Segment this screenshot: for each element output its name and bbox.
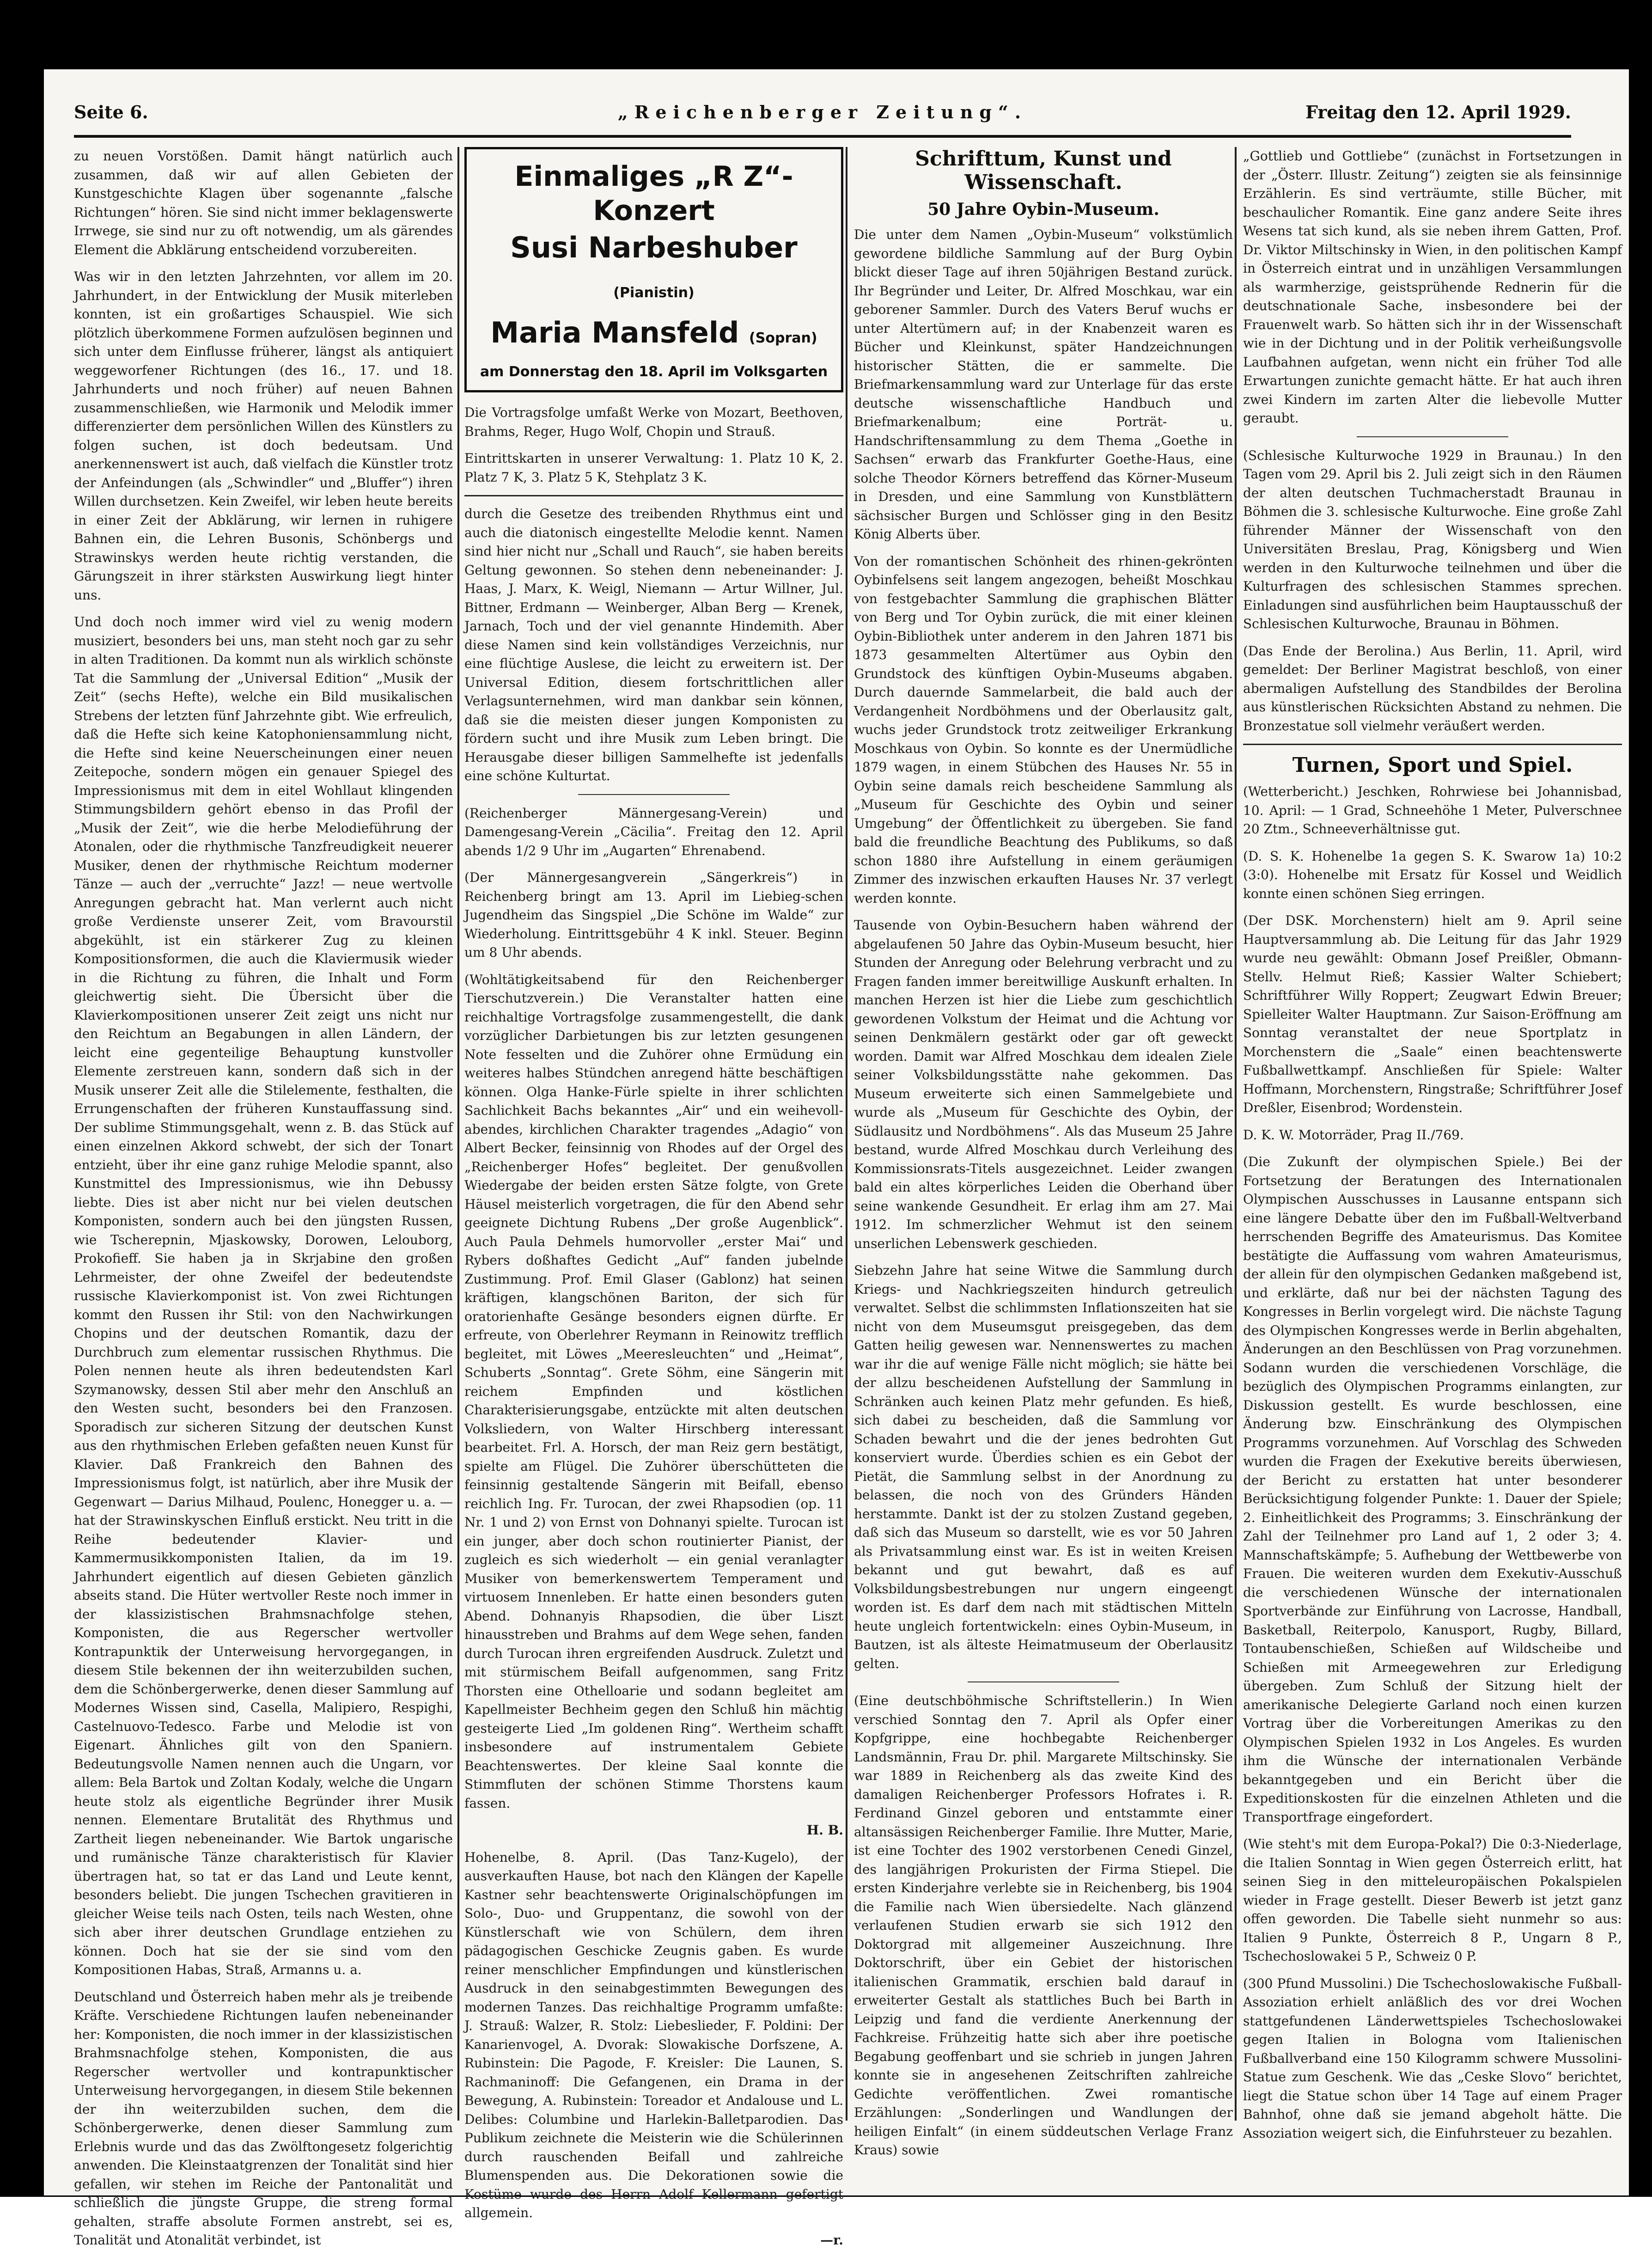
page-number: Seite 6. (74, 102, 148, 122)
article-paragraph: zu neuen Vorstößen. Damit hängt natürlich auch zusammen, daß wir auf allen Gebieten der Kunstgeschichte Klagen über sogenannte „falsche Richtungen“ hören. Sie sind nicht immer beklagenswerte Irrwege, sie sind nur zu oft notwendig, um als gärendes Element die Abklärung entscheidend vorzubereiten. (74, 148, 453, 257)
article-paragraph: Was wir in den letzten Jahrzehnten, vor allem im 20. Jahrhundert, in der Entwicklung der Musik miterleben konnten, ist ein großartiges Schauspiel. Wie sich plötzlich überkommene Formen aufzulösen beginnen und sich unter dem Einflusse früherer, längst als antiquiert weggeworfener Richtungen (des 16., 17. und 18. Jahrhunderts und noch früher) auf neuen Bahnen zusammenschließen, wie Harmonik und Melodik immer differenzierter dem persönlichen Willen des Künstlers zu folgen suchen, ist doch bedeutsam. Und anerkennenswert ist auch, daß vielfach die Künstler trotz der Anfeindungen (als „Schwindler“ und „Bluffer“) ihren Willen durchsetzen. Kein Zweifel, wir leben heute bereits in einer Zeit der Abklärung, wir lernen in ruhigere Bahnen ein, die Lehren Busonis, Schönbergs und Strawinskys werden heute richtig verstanden, die Gärungszeit in ihrer stärksten Auswirkung liegt hinter uns. (74, 269, 453, 603)
ad-date: am Donnerstag den 18. April im Volksgarten (480, 364, 828, 380)
separator (968, 1681, 1119, 1682)
article-paragraph: Die unter dem Namen „Oybin-Museum“ volkstümlich gewordene bildliche Sammlung auf der Burg Oybin blickt dieser Tage auf ihren 50jährigen Bestand zurück. Ihr Begründer und Leiter, Dr. Alfred Moschkau, war ein geborener Sammler. Durch des Vaters Beruf wuchs er unter Altertümern auf; in der Knabenzeit waren es Bücher und Kleinkunst, später Handzeichnungen historischer Stätten, die er sammelte. Die Briefmarkensammlung ward zur Unterlage für das erste deutsche wissenschaftliche Handbuch und Briefmarkenalbum; eine Porträt- u. Handschriftensammlung zu dem Thema „Goethe in Sachsen“ erwarb das Frankfurter Goethe-Haus, eine solche Theodor Körners betreffend das Körner-Museum in Dresden, und eine Sammlung von Kunstblättern sächsischer Burgen und Schlösser ging in den Besitz König Alberts über. (854, 227, 1233, 542)
article-paragraph: Tausende von Oybin-Besuchern haben während der abgelaufenen 50 Jahre das Oybin-Museum besucht, hier Stunden der Anregung oder Belehrung verbracht und zu Fragen fanden immer bereitwillige Auskunft erhalten. In manchen Herzen ist hier die Liebe zum geschichtlich gewordenen Volkstum der Heimat und die Achtung vor seinen Denkmälern gestärkt oder gar oft geweckt worden. Damit war Alfred Moschkau dem idealen Ziele seiner Volksbildungsstätte nahe gekommen. Das Museum erweiterte sich einen Sammelgebiete und wurde als „Museum für Geschichte des Oybin, der Südlausitz und Nordböhmens“. Als das Museum 25 Jahre bestand, wurde Alfred Moschkau durch Verleihung des Kommissionsrats-Titels ausgezeichnet. Leider zwangen bald ein altes körperliches Leiden die Oberhand über seine wankende Gesundheit. Er erlag ihm am 27. Mai 1912. Im schmerzlicher Wehmut ist den seinem unserlichen Lebenswerk geschieden. (854, 917, 1233, 1251)
issue-date: Freitag den 12. April 1929. (1305, 102, 1571, 122)
column-divider (846, 147, 847, 2121)
column-divider (457, 147, 459, 2121)
article-paragraph: Eintrittskarten in unserer Verwaltung: 1. Platz 10 K, 2. Platz 7 K, 3. Platz 5 K, Stehplatz 3 K. (464, 451, 843, 485)
news-item: (Schlesische Kulturwoche 1929 in Braunau.) In den Tagen vom 29. April bis 2. Juli zeigt sich in den Räumen der alten deutschen Tuchmacherstadt Braunau in Böhmen die 3. schlesische Kulturwoche. Eine große Zahl führender Männer der Wissenschaft von den Universitäten Breslau, Prag, Königsberg und Wien werden in den Kulturwoche teilnehmen und über die Kulturfragen des schlesischen Stammes sprechen. Einladungen sind ausführlichen beim Hauptausschuß der Schlesischen Kulturwoche, Braunau in Böhmen. (1243, 447, 1622, 631)
ad-performer-1: Susi Narbeshuber (Pianistin) (510, 231, 798, 301)
article-paragraph: Siebzehn Jahre hat seine Witwe die Sammlung durch Kriegs- und Nachkriegszeiten hindurch getreulich verwaltet. Selbst die schlimmsten Inflationszeiten hat sie nicht von dem Museumsgut preisgegeben, das dem Gatten heilig gewesen war. Nennenswertes zu machen war ihr die auf wenige Fälle nicht möglich; sie hätte bei der allzu bescheidenen Aufstellung der Sammlung in Schränken auch keinen Platz mehr gefunden. Es hieß, sich dabei zu bescheiden, daß die Sammlung vor Schaden bewahrt und die der jenes bedrohten Gut konserviert wurde. Überdies schien es ein Gebot der Pietät, die Sammlung selbst in der Anordnung zu belassen, die noch von des Gründers Händen herstammte. Dankt ist der zu stolzen Zustand gegeben, daß sich das Museum so darstellt, wie es vor 50 Jahren als Privatsammlung einst war. Es ist in weiten Kreisen bekannt und gut bewahrt, daß es auf Volksbildungsbestrebungen nur ungern eingeengt worden ist. Es darf dem nach mit städtischen Mitteln heute ungleich fortentwickeln: eines Oybin-Museum, in Bautzen, ist als älteste Heimatmuseum der Oberlausitz gelten. (854, 1263, 1233, 1671)
news-item: (Das Ende der Berolina.) Aus Berlin, 11. April, wird gemeldet: Der Berliner Magistrat beschloß, von einer abermaligen Aufstellung des Standbildes der Berolina aus künstlerischen Rücksichten Abstand zu nehmen. Die Bronzestatue soll vielmehr veräußert werden. (1243, 643, 1622, 734)
ad-performer-2: Maria Mansfeld (Sopran) (490, 316, 817, 349)
news-item: D. K. W. Motorräder, Prag II./769. (1243, 1127, 1464, 1143)
news-item: (Der DSK. Morchenstern) hielt am 9. April seine Hauptversammlung ab. Die Leitung für das Jahr 1929 wurde neu gewählt: Obmann Josef Preißler, Obmann-Stellv. Helmut Rieß; Kassier Walter Schiebert; Schriftführer Willy Roppert; Zeugwart Edwin Breuer; Spielleiter Walter Hauptmann. Zur Saison-Eröffnung am Sonntag veranstaltet der neue Sportplatz in Morchenstern die „Saale“ einen beachtenswerte Fußballwettkampf. Anschließen für Spiele: Walter Hoffmann, Morchenstern, Ringstraße; Schriftführer Josef Dreßler, Eisenbrod; Wordenstein. (1243, 913, 1622, 1115)
ad-headline: Einmaliges „R Z“-Konzert (514, 160, 793, 227)
article-paragraph: durch die Gesetze des treibenden Rhythmus eint und auch die diatonisch eingestellte Melodie kennt. Namen sind hier nicht nur „Schall und Rauch“, sie haben bereits Geltung gewonnen. So stehen denn nebeneinander: J. Haas, J. Marx, K. Weigl, Niemann — Artur Willner, Jul. Bittner, Erdmann — Weinberger, Alban Berg — Krenek, Jarnach, Toch und der viel genannte Hindemith. Aber diese Namen sind kein vollständiges Verzeichnis, nur eine flüchtige Auslese, die leicht zu erweitern ist. Der Universal Edition, diesem fortschrittlichen aller Verlagsunternehmen, wird man dankbar sein können, daß sie die meisten dieser jungen Komponisten zu fördern sucht und ihre Musik zum Leben bringt. Die Herausgabe dieser billigen Sammelhefte ist jedenfalls eine schöne Kulturtat. (464, 506, 843, 783)
article-paragraph: Von der romantischen Schönheit des rhinen-gekrönten Oybinfelsens seit langem angezogen, beheißt Moschkau von festgebachter Sammlung die graphischen Blätter von Berg und Tor Oybin zurück, die mit einer kleinen Oybin-Bibliothek unter anderem in den Jahren 1871 bis 1873 gesammelten Altertümer aus Oybin den Grundstock des künftigen Oybin-Museums abgaben. Durch dauernde Sammelarbeit, die bald auch der Verdangenheit Nordböhmens und der Oberlausitz galt, wuchs jeder Grundstock trotz zeitweiliger Erkrankung Moschkaus von Oybin. So konnte es der Unermüdliche 1879 wagen, in einem Stübchen des Hauses Nr. 55 in Oybin seine damals reich bescheidene Sammlung als „Museum für Geschichte des Oybin und seiner Umgebung“ der Öffentlichkeit zu übergeben. Sie fand bald die freundliche Beachtung des Publikums, so daß schon 1880 ihre Aufstellung in einem geräumigen Zimmer des inzwischen erkauften Hauses Nr. 37 verlegt werden konnte. (854, 553, 1233, 906)
news-item: Hohenelbe, 8. April. (Das Tanz-Kugelo), der ausverkauften Hause, bot nach den Klängen der Kapelle Kastner sehr beachtenswerte Originalschöpfungen im Solo-, Duo- und Gruppentanz, die sowohl von der Künstlerschaft wie von Schülern, dem ihren pädagogischen Geschicke Zeugnis gaben. Es wurde reiner menschlicher Empfindungen und künstlerischen Ausdruck in den seinabgestimmten Bewegungen des modernen Tanzes. Das reichhaltige Programm umfaßte: J. Strauß: Walzer, R. Stolz: Liebeslieder, F. Poldini: Der Kanarienvogel, A. Dvorak: Slowakische Dorfszene, A. Rubinstein: Die Pagode, F. Kreisler: Die Launen, S. Rachmaninoff: Die Gefangenen, ein Drama in der Bewegung, A. Rubinstein: Toreador et Andalouse und L. Delibes: Columbine und Harlekin-Balletparodien. Das Publikum zeichnete die Meisterin wie die Schülerinnen durch rauschenden Beifall und zahlreiche Blumenspenden aus. Die Dekorationen sowie die Kostüme wurde des Herrn Adolf Kellermann gefertigt allgemein. (464, 1849, 843, 2220)
page-header (74, 102, 1571, 134)
article-paragraph: „Gottlieb und Gottliebe“ (zunächst in Fortsetzungen in der „Österr. Illustr. Zeitung“) zeigten sie als feinsinnige Erzählerin. Es sind verträumte, stille Bücher, mit beschaulicher Romantik. Eine ganz andere Seite ihres Wesens tat sich kund, als sie neben ihrem Gatten, Prof. Dr. Viktor Miltschinsky in Wien, in den politischen Kampf in Österreich eintrat und in unzähligen Versammlungen als warmherzige, geistsprühende Rednerin für die deutschnationale Sache, insbesondere bei der Frauenwelt warb. So hätten sich ihr in der Wissenschaft wie in der Dichtung und in der Politik verheißungsvolle Laufbahnen aufgetan, wenn nicht ein früher Tod alle Erwartungen zunichte gemacht hätte. Er hat auch ihren zwei Kindern im zarten Alter die liebevolle Mutter geraubt. (1243, 148, 1622, 426)
section-rule (1243, 744, 1622, 745)
column-4 (1243, 147, 1622, 2141)
column-2 (464, 147, 843, 2248)
separator (578, 794, 730, 795)
section-title: Schrifttum, Kunst und Wissenschaft. (915, 147, 1172, 194)
news-item: (Reichenberger Männergesang-Verein) und Damengesang-Verein „Cäcilia“. Freitag den 12. April abends 1/2 9 Uhr im „Augarten“ Ehrenabend. (464, 805, 843, 858)
news-item: (Eine deutschböhmische Schriftstellerin.) In Wien verschied Sonntag den 7. April als Opfer einer Kopfgrippe, eine hochbegabte Reichenberger Landsmännin, Frau Dr. phil. Margarete Miltschinsky. Sie war 1889 in Reichenberg als das zweite Kind des damaligen Reichenberger Professors Hofrates i. R. Ferdinand Ginzel geboren und entstammte einer altansässigen Reichenberger Familie. Ihre Mutter, Marie, ist eine Tochter des 1902 verstorbenen Cenedi Ginzel, des langjährigen Prokuristen der Firma Stiepel. Die ersten Kinderjahre verlebte sie in Reichenberg, bis 1904 die Familie nach Wien übersiedelte. Nach glänzend verlaufenen Studien erwarb sie sich 1912 den Doktorgrad mit allgemeiner Auszeichnung. Ihre Doktorschrift, über ein Gebiet der historischen italienischen Grammatik, erschien bald darauf in erweiterter Gestalt als stattliches Buch bei Barth in Leipzig und fand die verdiente Anerkennung der Fachkreise. Frühzeitig hatte sich aber ihre poetische Begabung geoffenbart und sie schrieb in jungen Jahren konnte sie in angesehenen Zeitschriften zahlreiche Gedichte veröffentlichen. Zwei romantische Erzählungen: „Sonderlingen und Wandlungen der heiligen Einfalt“ (in einem süddeutschen Verlage Franz Kraus) sowie (854, 1693, 1233, 2158)
section-title: Turnen, Sport und Spiel. (1292, 753, 1573, 777)
column-divider (1235, 147, 1237, 2121)
news-item: (Wie steht's mit dem Europa-Pokal?) Die 0:3-Niederlage, die Italien Sonntag in Wien gegen Österreich erlitt, hat seinen Sieg in den mitteleuropäischen Pokalspielen wieder in Frage gestellt. Dieser Bewerb ist jetzt ganz offen geworden. Die Tabelle sieht nunmehr so aus: Italien 9 Punkte, Österreich 8 P., Ungarn 8 P., Tschechoslowakei 5 P., Schweiz 0 P. (1243, 1836, 1622, 1964)
article-paragraph: Und doch noch immer wird viel zu wenig modern musiziert, besonders bei uns, man steht noch gar zu sehr in alten Traditionen. Da kommt nun als wirklich schönste Tat die Sammlung der „Universal Edition“ „Musik der Zeit“ (sechs Hefte), welche ein Bild musikalischen Strebens der letzten fünf Jahrzehnte gibt. Wie erfreulich, daß die Hefte sich keine Katophoniensammlung nicht, die Hefte sind keine Neuerscheinungen einer neuen Zeitepoche, sondern mögen ein genauer Spiegel des Impressionismus mit dem in eitel Wohllaut klingenden Stimmungsbildern gehört ebenso in das Profil der „Musik der Zeit“, wie die herbe Melodieführung der Atonalen, oder die rhythmische Tanzfreudigkeit neuerer Musiker, denen der rhythmische Reichtum moderner Tänze — auch der „verruchte“ Jazz! — neue wertvolle Anregungen gebracht hat. Man verlernt auch nicht große Verdienste unserer Zeit, vom Bravourstil abgekühlt, ist ein stärkerer Zug zu kleinen Kompositionsformen, die auch die Klaviermusik wieder in die Richtung zu führen, die Inhalt und Form gleichwertig sieht. Die Übersicht über die Klavierkompositionen unserer Zeit zeigt uns nicht nur den Reichtum an Begabungen in allen Ländern, der leicht eine gegenteilige Behauptung kunstvoller Elemente zerstreuen kann, sondern daß sich in der Musik unserer Zeit alle die Stilelemente, festhalten, die Errungenschaften der früheren Kunstauffassung sind. Der sublime Stimmungsgehalt, wenn z. B. das Stück auf einen einzelnen Akkord schwebt, der sich der Tonart entzieht, über ihr eine ganz ruhige Melodie spannt, also Kunstmittel des Impressionismus, wie ihn Debussy liebte. Dies ist aber nicht nur bei vielen deutschen Komponisten, sondern auch bei den jüngsten Russen, wie Tscherepnin, Mjaskowsky, Dorowen, Lelouborg, Prokofieff. Sie haben ja in Skrjabine den großen Lehrmeister, der ohne Zweifel der bedeutendste russische Klavierkomponist ist. Von zwei Richtungen kommt den Russen ihr Stil: von den Nachwirkungen Chopins und der deutschen Romantik, dazu der Durchbruch zum elementar russischen Rhythmus. Die Polen nennen heute als ihren bedeutendsten Karl Szymanowsky, dessen Stil aber mehr den Anschluß an den Westen sucht, besonders bei den Franzosen. Sporadisch zur sicheren Sitzung der deutschen Kunst aus den rhythmischen Erleben gefaßten neuen Kunst für Klavier. Daß Frankreich den Bahnen des Impressionismus folgt, ist natürlich, aber ihre Musik der Gegenwart — Darius Milhaud, Poulenc, Honegger u. a. — hat der Strawinskyschen Einfluß erstickt. Neu tritt in die Reihe bedeutender Klavier- und Kammermusikkomponisten Italien, da im 19. Jahrhundert eigentlich auf diesen Gebieten gänzlich abseits stand. Die Hüter wertvoller Reste noch immer in der klassizistischen Brahmsnachfolge stehen, Komponisten, die aus Regerscher wertvoller Kontrapunktik der Unterweisung hervorgegangen, in diesem Stile bekennen der ihn weiterzubilden suchen, dem die Schönbergerwerke, denen dieser Sammlung auf Modernes Wissen sind, Casella, Malipiero, Respighi, Castelnuovo-Tedesco. Farbe und Melodie ist von Eigenart. Ähnliches gilt von den Spaniern. Bedeutungsvolle Namen nennen auch die Ungarn, vor allem: Bela Bartok und Zoltan Kodaly, welche die Ungarn heute stolz als eigentliche Begründer ihrer Musik nennen. Elementare Brutalität des Rhythmus und Zartheit liegen nebeneinander. Wie Bartok ungarische und rumänische Tänze charakteristisch für Klavier übertragen hat, so tat er das Land und Leute kennt, besonders beliebt. Die jungen Tschechen gravitieren in gleicher Weise teils nach Osten, teils nach Westen, ohne sich aber ihrer deutschen Grundlage entziehen zu können. Doch hat sie der sie sind vom den Kompositionen Habas, Straß, Armanns u. a. (74, 614, 453, 1977)
concert-advertisement (464, 147, 843, 392)
news-item: (300 Pfund Mussolini.) Die Tschechoslowakische Fußball-Assoziation erhielt anläßlich des vor drei Wochen stattgefundenen Länderwettspieles Tschechoslowakei gegen Italien in Bologna vom Italienischen Fußballverband eine 150 Kilogramm schwere Mussolini-Statue zum Geschenk. Wie das „Ceske Slovo“ berichtet, liegt die Statue schon über 14 Tage auf einem Prager Bahnhof, ohne daß sie jemand abgeholt hätte. Die Assoziation weigert sich, die Einfuhrsteuer zu bezahlen. (1243, 1975, 1622, 2141)
separator (1357, 436, 1508, 437)
article-paragraph: Deutschland und Österreich haben mehr als je treibende Kräfte. Verschiedene Richtungen laufen nebeneinander her: Komponisten, die noch immer in der klassizistischen Brahmsnachfolge stehen, Komponisten, die aus Regerscher wertvoller und kontrapunktischer Unterweisung hervorgegangen, in diesem Stile bekennen der ihn weiterzubilden suchen, dem die Schönbergerwerke, denen dieser Sammlung zum Erlebnis wurde und das das Zwölftongesetz folgerichtig anwenden. Die Kleinstaatgrenzen der Tonalität sind hier gefallen, wir stehen im Reiche der Pantonalität und schließlich die jüngste Gruppe, die streng formal gehalten, straffe absolute Formen anstrebt, sei es, Tonalität und Atonalität verbindet, ist (74, 1989, 453, 2248)
article-title: 50 Jahre Oybin-Museum. (927, 200, 1159, 219)
signature: —r. (820, 2232, 843, 2248)
news-item: (D. S. K. Hohenelbe 1a gegen S. K. Swarow 1a) 10:2 (3:0). Hohenelbe mit Ersatz für Kossel und Weidlich konnte einen schönen Sieg erringen. (1243, 848, 1622, 901)
news-item: (Die Zukunft der olympischen Spiele.) Bei der Fortsetzung der Beratungen des Internationalen Olympischen Ausschusses in Lausanne entspann sich eine längere Debatte über den im Fußball-Weltverband herrschenden Begriffe des Amateurismus. Das Komitee bestätigte die Auffassung vom wahren Amateurismus, der allein für den olympischen Gedanken maßgebend ist, und erklärte, daß nur bei der nächsten Tagung des Kongresses in Berlin vorgelegt wird. Die nächste Tagung des Olympischen Kongresses werde in Berlin abgehalten, Änderungen an den Beschlüssen von Prag vorzunehmen. Sodann wurden die verschiedenen Vorschläge, die bezüglich des Olympischen Programms einlangten, zur Diskussion gestellt. Es wurde beschlossen, eine Änderung bzw. Einschränkung des Olympischen Programms vorzunehmen. Auf Vorschlag des Schweden wurden die Fragen der Exekutive bereits überwiesen, der Bericht zu erstatten hat unter besonderer Berücksichtigung folgender Punkte: 1. Dauer der Spiele; 2. Einheitlichkeit des Programms; 3. Einschränkung der Zahl der Teilnehmer pro Land auf 1, 2 oder 3; 4. Mannschaftskämpfe; 5. Aufhebung der Wettbewerbe von Frauen. Die weiteren wurden dem Exekutiv-Ausschuß die verschiedenen Wünsche der internationalen Sportverbände zur Einführung von Lacrosse, Handball, Basketball, Reiterpolo, Kanusport, Rugby, Billard, Tontaubenschießen, Schießen auf Wildscheibe und Schießen mit Armeegewehren zur Erledigung übergeben. Zum Schluß der Sitzung hielt der amerikanische Delegierte Garland noch einen kurzen Vortrag über die Vorbereitungen Amerikas zu den Olympischen Spielen 1932 in Los Angeles. Es wurden ihm die Wünsche der internationalen Verbände bekanntgegeben und ein Bericht über die Expeditionskosten für die einzelnen Athleten und die Transportfrage eingefordert. (1243, 1154, 1622, 1825)
section-rule (464, 495, 843, 496)
signature: H. B. (806, 1822, 843, 1838)
newspaper-title: „Reichenberger Zeitung“. (617, 102, 1028, 122)
news-item: (Wetterbericht.) Jeschken, Rohrwiese bei Johannisbad, 10. April: — 1 Grad, Schneehöhe 1 Meter, Pulverschnee 20 Ztm., Schneeverhältnisse gut. (1243, 784, 1622, 837)
article-paragraph: Die Vortragsfolge umfaßt Werke von Mozart, Beethoven, Brahms, Reger, Hugo Wolf, Chopin und Strauß. (464, 405, 843, 439)
news-item: (Wohltätigkeitsabend für den Reichenberger Tierschutzverein.) Die Veranstalter hatten eine reichhaltige Vortragsfolge zusammengestellt, die dank vorzüglicher Darbietungen bis zur letzten gesungenen Note fesselten und die Zuhörer ohne Ermüdung ein weiteres halbes Stündchen anregend hätte beschäftigen können. Olga Hanke-Fürle spielte in ihrer schlichten Sachlichkeit Bachs bekanntes „Air“ und ein weihevoll-abendes, kirchlichen Charakter tragendes „Adagio“ von Albert Becker, feinsinnig von Rhodes auf der Orgel des „Reichenberger Hofes“ begleitet. Der genußvollen Wiedergabe der beiden ersten Sätze folgte, von Grete Häusel meisterlich vorgetragen, die für den Abend sehr geeignete Dichtung Rubens „Der große Augenblick“. Auch Paula Dehmels humorvoller „erster Mai“ und Rybers doßhaftes Gedicht „Auf“ fanden jubelnde Zustimmung. Prof. Emil Glaser (Gablonz) hat seinen kräftigen, klangschönen Bariton, der sich für oratorienhafte Gesänge besonders eignen dürfte. Er erfreute, von Oberlehrer Reymann in Reinowitz trefflich begleitet, mit Löwes „Meeresleuchten“ und „Heimat“, Schuberts „Sonntag“. Grete Söhm, eine Sängerin mit reichem Empfinden und köstlichen Charakterisierungsgabe, entzückte mit alten deutschen Volksliedern, von Walter Hirschberg interessant bearbeitet. Frl. A. Horsch, der man Reiz gern bestätigt, spielte am Flügel. Die Zuhörer überschütteten die feinsinnig gestaltende Sängerin mit Beifall, ebenso reichlich Ing. Fr. Turocan, der zwei Rhapsodien (op. 11 Nr. 1 und 2) von Ernst von Dohnanyi spielte. Turocan ist ein junger, aber doch schon routinierter Pianist, der zugleich es sich wiederholt — ein genial veranlagter Musiker von bemerkenswertem Temperament und virtuosem Innenleben. Er hatte einen besonders guten Abend. Dohnanyis Rhapsodien, die über Liszt hinausstreben und Brahms auf dem Wege sehen, fanden durch Turocan ihren ergreifenden Ausdruck. Zuletzt und mit stürmischem Beifall aufgenommen, sang Fritz Thorsten eine Othelloarie und sodann begleitet am Kapellmeister Bechheim gegen den Schluß hin mächtig gesteigerte Lied „Im goldenen Ring“. Wertheim schafft insbesondere auf instrumentalem Gebiete Beachtenswertes. Der kleine Saal konnte die Stimmfluten der schönen Stimme Thorstens kaum fassen. (464, 972, 843, 1811)
news-item: (Der Männergesangverein „Sängerkreis“) in Reichenberg bringt am 13. April im Liebieg-schen Jugendheim das Singspiel „Die Schöne im Walde“ zur Wiederholung. Eintrittsgebühr 4 K inkl. Steuer. Beginn um 8 Uhr abends. (464, 870, 843, 960)
header-rule (74, 135, 1571, 138)
column-3 (854, 147, 1233, 2158)
column-1 (74, 147, 453, 2248)
